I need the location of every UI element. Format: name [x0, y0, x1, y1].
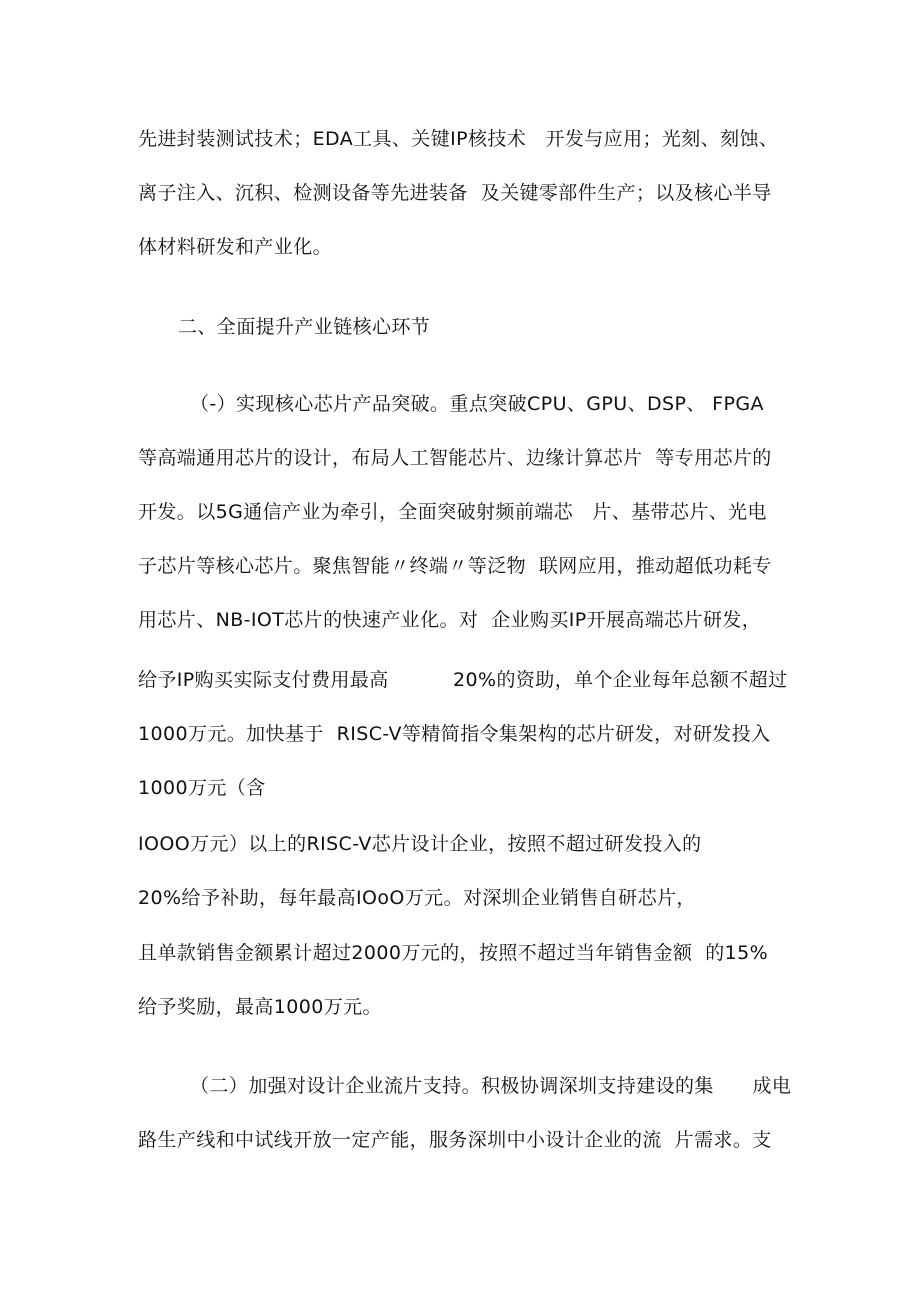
text-line: 离子注入、沉积、检测设备等先进装备 及关键零部件生产；以及核心半导 — [138, 182, 772, 204]
text-line: 路生产线和中试线开放一定产能，服务深圳中小设计企业的流 片需求。支 — [138, 1129, 772, 1151]
text-line: 且单款销售金额累计超过2000万元的，按照不超过当年销售金额 的15% — [138, 942, 769, 964]
text-line: 给予奖励，最高1000万元。 — [138, 996, 382, 1018]
text-line: 给予IP购买实际支付费用最高 20%的资助，单个企业每年总额不超过 — [138, 669, 788, 691]
text-line: IOOO万元）以上的RISC-V芯片设计企业，按照不超过研发投入的 — [138, 833, 702, 855]
text-line: 用芯片、NB-IOT芯片的快速产业化。对 企业购买IP开展高端芯片研发， — [138, 609, 762, 631]
text-line: （二）加强对设计企业流片支持。积极协调深圳支持建设的集 成电 — [190, 1075, 792, 1097]
text-line: （-）实现核心芯片产品突破。重点突破CPU、GPU、DSP、 FPGA — [190, 393, 764, 415]
text-line: 20%给予补助，每年最高IOoO万元。对深圳企业销售自研芯片， — [138, 887, 696, 909]
section-heading: 二、全面提升产业链核心环节 — [178, 316, 431, 338]
text-line: 体材料研发和产业化。 — [138, 236, 333, 258]
text-line: 1000万元（含 — [138, 777, 266, 799]
text-line: 先进封装测试技术；EDA工具、关键IP核技术 开发与应用；光刻、刻蚀、 — [138, 128, 779, 150]
text-line: 子芯片等核心芯片。聚焦智能〃终端〃等泛物 联网应用，推动超低功耗专 — [138, 555, 772, 577]
text-line: 1000万元。加快基于 RISC-V等精简指令集架构的芯片研发，对研发投入 — [138, 723, 771, 745]
text-line: 等高端通用芯片的设计，布局人工智能芯片、边缘计算芯片 等专用芯片的 — [138, 447, 772, 469]
text-line: 开发。以5G通信产业为牵引，全面突破射频前端芯 片、基带芯片、光电 — [138, 501, 767, 523]
